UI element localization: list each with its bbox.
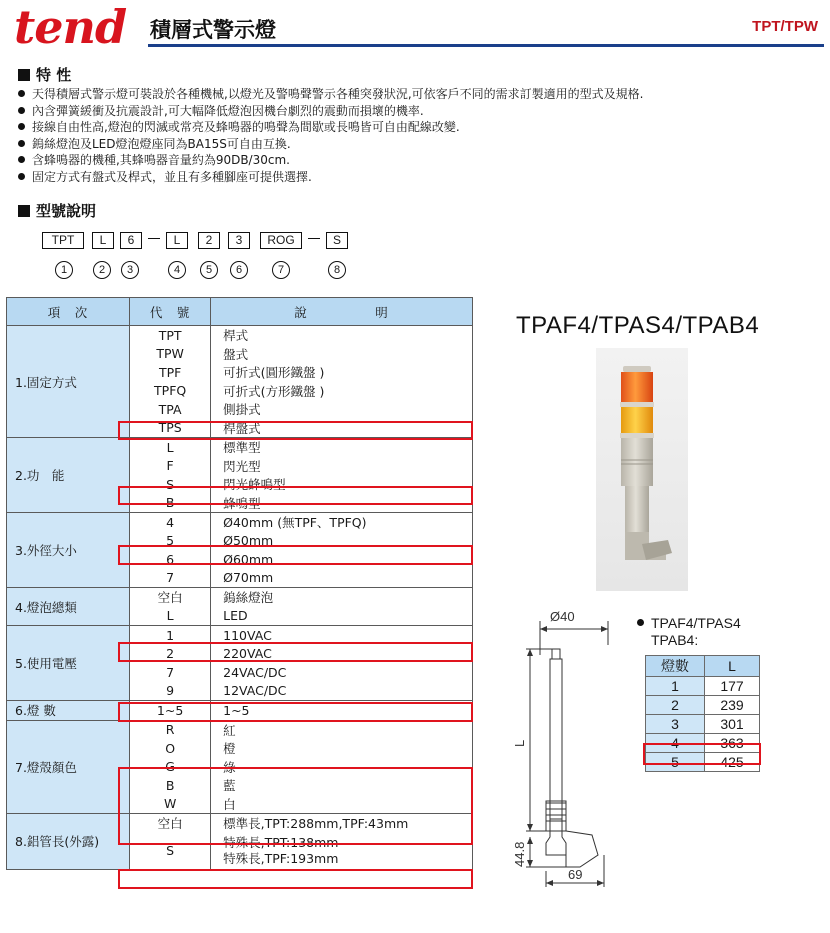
feature-item — [18, 119, 818, 136]
model-code-box: 3 — [228, 232, 250, 249]
length-table-title-line1: TPAF4/TPAS4 — [651, 615, 741, 631]
spec-item-label: 3.外徑大小 — [7, 513, 130, 588]
spec-desc: 蜂鳴型 — [211, 494, 473, 513]
spec-desc: 1~5 — [211, 701, 473, 721]
spec-desc: 側掛式 — [211, 400, 473, 419]
spec-desc: 標準型 — [211, 438, 473, 457]
spec-row — [7, 513, 473, 532]
spec-code: TPA — [130, 400, 211, 419]
length-table-header: 燈數 — [646, 656, 705, 677]
spec-item-label: 5.使用電壓 — [7, 626, 130, 701]
model-index-circle: 5 — [200, 261, 218, 279]
spec-desc: 鎢絲燈泡 — [211, 588, 473, 607]
highlight-box — [118, 421, 473, 440]
lamp-count-cell: 4 — [646, 734, 705, 753]
spec-code: W — [130, 795, 211, 814]
spec-code: 9 — [130, 682, 211, 701]
spec-desc: Ø40mm (無TPF、TPFQ) — [211, 513, 473, 532]
feature-text: 含蜂鳴器的機種,其蜂鳴器音量約為90DB/30cm. — [32, 153, 290, 168]
spec-desc: LED — [211, 607, 473, 626]
spec-code: B — [130, 776, 211, 795]
spec-code: TPW — [130, 345, 211, 364]
spec-code: TPT — [130, 326, 211, 345]
model-index-circle: 4 — [168, 261, 186, 279]
spec-code: TPFQ — [130, 382, 211, 401]
model-index-circle: 2 — [93, 261, 111, 279]
spec-code: 7 — [130, 569, 211, 588]
model-index-circle: 8 — [328, 261, 346, 279]
feature-item — [18, 86, 818, 103]
bullet-icon — [18, 173, 25, 180]
lamp-count-cell: 3 — [646, 715, 705, 734]
spec-desc: 110VAC — [211, 626, 473, 645]
square-bullet-icon — [18, 205, 30, 217]
highlight-box — [118, 486, 473, 505]
spec-header-desc: 說 明 — [211, 298, 473, 326]
spec-desc: 24VAC/DC — [211, 663, 473, 682]
dimension-drawing — [500, 605, 620, 895]
bullet-icon — [18, 90, 25, 97]
spec-code: 7 — [130, 663, 211, 682]
spec-code: L — [130, 438, 211, 457]
spec-code: S — [130, 475, 211, 494]
spec-code: 2 — [130, 645, 211, 664]
spec-code: O — [130, 739, 211, 758]
feature-item — [18, 152, 818, 169]
spec-desc: 紅 — [211, 720, 473, 739]
series-code: TPT/TPW — [752, 18, 818, 35]
model-heading-text: 型號說明 — [36, 202, 97, 220]
spec-code: S — [130, 833, 211, 870]
length-table-row — [646, 696, 760, 715]
square-bullet-icon — [18, 69, 30, 81]
spec-row — [7, 588, 473, 607]
length-table-header: L — [705, 656, 760, 677]
spec-code: 空白 — [130, 588, 211, 607]
spec-code: 1~5 — [130, 701, 211, 721]
spec-code: 5 — [130, 532, 211, 551]
bullet-icon — [18, 156, 25, 163]
length-value-cell: 363 — [705, 734, 760, 753]
length-value-cell: 425 — [705, 753, 760, 772]
dim-diameter-label: Ø40 — [550, 609, 575, 624]
lamp-count-cell: 2 — [646, 696, 705, 715]
spec-item-label: 1.固定方式 — [7, 326, 130, 438]
length-table-row — [646, 677, 760, 696]
spec-header-item: 項 次 — [7, 298, 130, 326]
spec-desc: 可折式(方形鐵盤 ) — [211, 382, 473, 401]
spec-code: 空白 — [130, 814, 211, 833]
spec-row — [7, 720, 473, 739]
spec-desc: 桿式 — [211, 326, 473, 345]
spec-code: 4 — [130, 513, 211, 532]
model-code-box: ROG — [260, 232, 302, 249]
highlight-box — [643, 743, 761, 765]
spec-code: L — [130, 607, 211, 626]
spec-desc: 閃光蜂鳴型 — [211, 475, 473, 494]
dim-base-width-label: 69 — [568, 867, 583, 882]
model-code-box: TPT — [42, 232, 84, 249]
features-heading-text: 特 性 — [36, 66, 72, 84]
spec-desc: Ø60mm — [211, 550, 473, 569]
spec-item-label: 2.功 能 — [7, 438, 130, 513]
spec-code: TPS — [130, 419, 211, 438]
spec-code: R — [130, 720, 211, 739]
highlight-box — [118, 869, 473, 889]
model-code-box: L — [92, 232, 114, 249]
bullet-icon — [18, 107, 25, 114]
feature-item — [18, 103, 818, 120]
model-index-circle: 6 — [230, 261, 248, 279]
spec-code: TPF — [130, 363, 211, 382]
spec-code: 1 — [130, 626, 211, 645]
length-table-title-line2: TPAB4: — [651, 632, 699, 648]
highlight-box — [118, 642, 473, 662]
spec-desc: 可折式(圓形鐵盤 ) — [211, 363, 473, 382]
brand-logo: tend — [14, 0, 127, 54]
bullet-icon — [18, 140, 25, 147]
header-rule — [148, 44, 824, 47]
length-value-cell: 239 — [705, 696, 760, 715]
bullet-icon — [18, 123, 25, 130]
spec-row — [7, 438, 473, 457]
lamp-count-cell: 1 — [646, 677, 705, 696]
spec-desc: 閃光型 — [211, 457, 473, 476]
spec-desc: 藍 — [211, 776, 473, 795]
spec-item-label: 7.燈殼顏色 — [7, 720, 130, 814]
model-code-box: 6 — [120, 232, 142, 249]
spec-code: 6 — [130, 550, 211, 569]
length-value-cell: 301 — [705, 715, 760, 734]
highlight-box — [118, 767, 473, 845]
feature-text: 接線自由性高,燈泡的閃滅或常亮及蜂鳴器的鳴聲為間歇或長鳴皆可自由配線改變. — [32, 120, 460, 135]
spec-desc: Ø50mm — [211, 532, 473, 551]
spec-item-label: 8.鋁管長(外露) — [7, 814, 130, 870]
product-photo — [596, 348, 688, 591]
spec-desc-line: 特殊長,TPT:138mm — [223, 834, 339, 850]
page-title: 積層式警示燈 — [150, 18, 276, 42]
model-heading — [18, 200, 96, 221]
model-dash — [308, 238, 320, 239]
spec-desc: 白 — [211, 795, 473, 814]
spec-desc: 桿盤式 — [211, 419, 473, 438]
bullet-icon — [637, 619, 644, 626]
feature-text: 固定方式有盤式及桿式，並且有多種腳座可提供選擇. — [32, 169, 312, 184]
feature-item — [18, 169, 818, 186]
highlight-box — [118, 545, 473, 565]
spec-desc: 盤式 — [211, 345, 473, 364]
spec-desc: 12VAC/DC — [211, 682, 473, 701]
length-table-title — [637, 615, 741, 649]
spec-header-code: 代 號 — [130, 298, 211, 326]
model-index-circle: 3 — [121, 261, 139, 279]
features-heading — [18, 64, 71, 85]
model-code-box: S — [326, 232, 348, 249]
features-list — [18, 86, 818, 186]
model-index-circle: 7 — [272, 261, 290, 279]
spec-code: G — [130, 758, 211, 777]
model-index-circle: 1 — [55, 261, 73, 279]
dim-base-height-label: 44.8 — [512, 841, 527, 867]
spec-desc-line: 特殊長,TPF:193mm — [223, 850, 339, 866]
feature-text: 內含彈簧緩衝及抗震設計,可大幅降低燈泡因機台劇烈的震動而損壞的機率. — [32, 103, 424, 118]
model-code-box: L — [166, 232, 188, 249]
model-dash — [148, 238, 160, 239]
spec-desc: 標準長,TPT:288mm,TPF:43mm — [211, 814, 473, 833]
dim-length-label: L — [512, 739, 527, 747]
length-value-cell: 177 — [705, 677, 760, 696]
feature-text: 天得積層式警示燈可裝設於各種機械,以燈光及警鳴聲警示各種突發狀況,可依客戶不同的需求訂製適用的型式及規格. — [32, 87, 644, 101]
spec-row — [7, 326, 473, 345]
spec-item-label: 4.燈泡總類 — [7, 588, 130, 626]
spec-desc: 橙 — [211, 739, 473, 758]
product-title: TPAF4/TPAS4/TPAB4 — [516, 312, 760, 339]
feature-item — [18, 136, 818, 153]
highlight-box — [118, 702, 473, 722]
lamp-count-cell: 5 — [646, 753, 705, 772]
spec-code: B — [130, 494, 211, 513]
length-table-row — [646, 715, 760, 734]
spec-desc: Ø70mm — [211, 569, 473, 588]
spec-code: F — [130, 457, 211, 476]
feature-text: 鎢絲燈泡及LED燈泡燈座同為BA15S可自由互換. — [32, 136, 291, 151]
tower-light-icon — [596, 348, 688, 591]
model-code-box: 2 — [198, 232, 220, 249]
spec-desc: 220VAC — [211, 645, 473, 664]
spec-desc: 綠 — [211, 758, 473, 777]
spec-item-label: 6.燈 數 — [7, 701, 130, 721]
